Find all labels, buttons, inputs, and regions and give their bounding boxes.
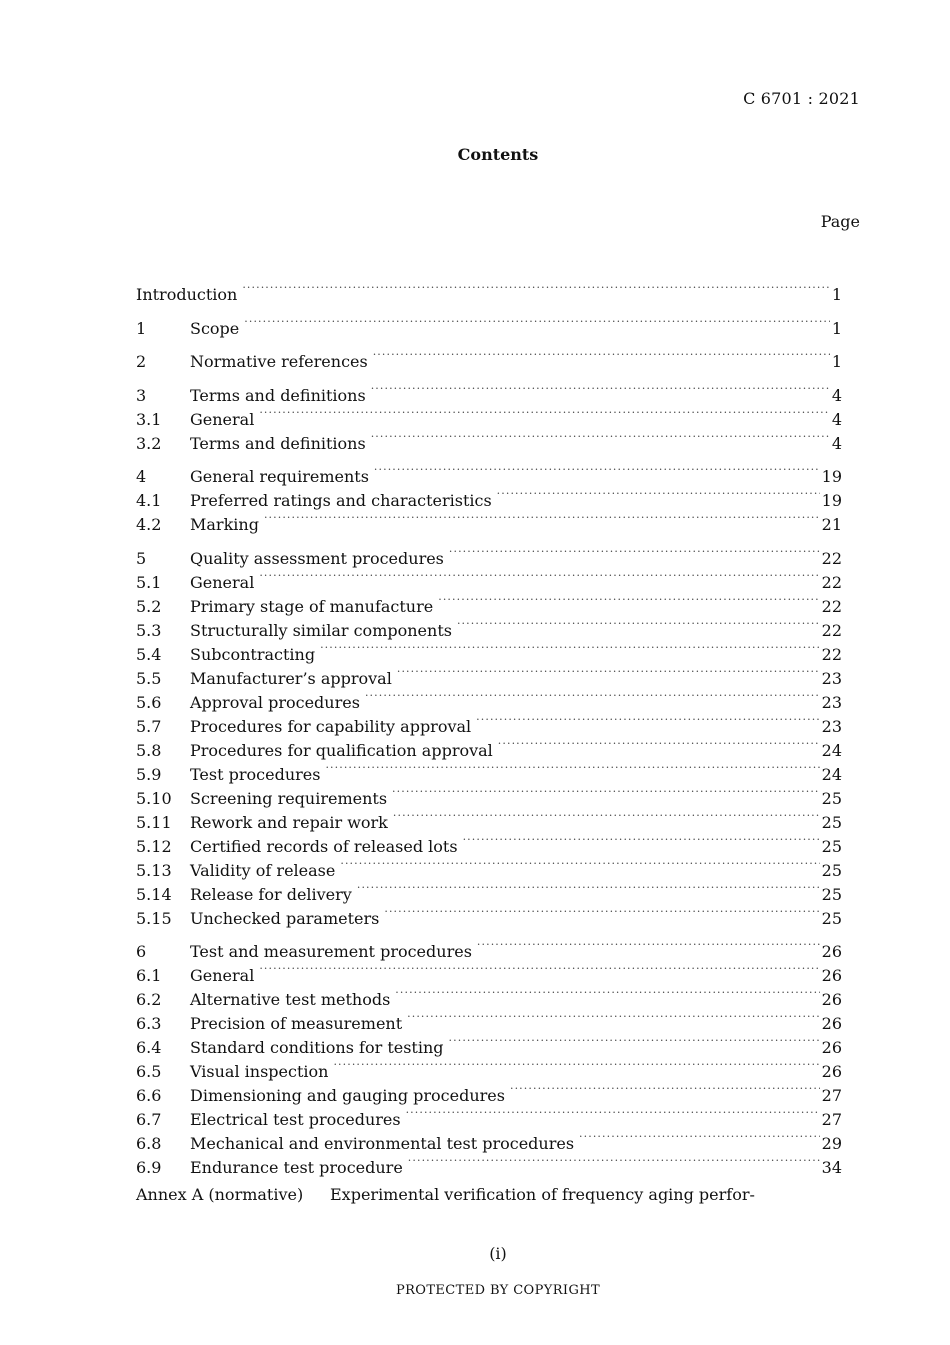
toc-entry-page: 26 bbox=[821, 990, 842, 1009]
toc-entry-number: 5.4 bbox=[136, 644, 162, 664]
toc-entry-number: 6.9 bbox=[136, 1158, 162, 1177]
toc-entry-title: Rework and repair work bbox=[190, 812, 388, 832]
toc-entry-page: 26 bbox=[821, 942, 842, 961]
toc-entry[interactable] bbox=[136, 540, 842, 568]
standard-number: C 6701 : 2021 bbox=[743, 89, 860, 108]
annex-entry[interactable] bbox=[136, 1183, 842, 1207]
dot-leader bbox=[449, 540, 820, 564]
toc-entry-title: Primary stage of manufacture bbox=[190, 596, 434, 616]
toc-entry-number: 6 bbox=[136, 942, 147, 961]
toc-entry-title: Approval procedures bbox=[190, 692, 360, 712]
toc-entry-page: 29 bbox=[821, 1134, 842, 1153]
dot-leader bbox=[498, 732, 820, 756]
toc-entry-page: 23 bbox=[821, 668, 842, 688]
toc-entry-number: 1 bbox=[136, 318, 147, 338]
toc-entry-page: 22 bbox=[821, 644, 842, 664]
toc-entry-page: 4 bbox=[831, 385, 842, 405]
toc-entry-title: Quality assessment procedures bbox=[190, 548, 444, 568]
toc-entry-title: General bbox=[190, 572, 255, 592]
dot-leader bbox=[259, 401, 829, 425]
toc-entry-page: 4 bbox=[831, 409, 842, 429]
dot-leader bbox=[340, 852, 819, 876]
toc-entry-title: Dimensioning and gauging procedures bbox=[190, 1086, 505, 1105]
toc-entry-page: 25 bbox=[821, 884, 842, 904]
toc-entry-title: Subcontracting bbox=[190, 644, 316, 664]
toc-entry-number: 5.12 bbox=[136, 836, 172, 856]
dot-leader bbox=[497, 482, 820, 506]
dot-leader bbox=[463, 828, 820, 852]
toc-entry-number: 3.1 bbox=[136, 409, 162, 429]
dot-leader bbox=[395, 981, 819, 1005]
toc-entry-page: 1 bbox=[831, 352, 842, 371]
toc-entry-title: Release for delivery bbox=[190, 884, 352, 904]
toc-entry-title: General requirements bbox=[190, 467, 369, 486]
dot-leader bbox=[365, 684, 820, 708]
toc-entry-page: 22 bbox=[821, 548, 842, 568]
toc-entry-title: Mechanical and environmental test procedures bbox=[190, 1134, 575, 1153]
toc-entry-page: 25 bbox=[821, 860, 842, 880]
toc-entry-title: General bbox=[190, 966, 255, 985]
toc-entry-page: 26 bbox=[821, 1038, 842, 1057]
dot-leader bbox=[393, 804, 820, 828]
toc-entry-title: General bbox=[190, 409, 255, 429]
toc-entry-page: 26 bbox=[821, 966, 842, 985]
toc-entry-title: Preferred ratings and characteristics bbox=[190, 491, 492, 510]
toc-entry-number: 6.5 bbox=[136, 1062, 162, 1081]
toc-entry-number: 5.3 bbox=[136, 620, 162, 640]
toc-entry-page: 19 bbox=[821, 491, 842, 510]
toc-entry[interactable] bbox=[136, 933, 842, 961]
toc-entry-number: 6.3 bbox=[136, 1014, 162, 1033]
toc-entry-title: Endurance test procedure bbox=[190, 1158, 403, 1177]
toc-entry-number: 3.2 bbox=[136, 433, 162, 453]
toc-entry-page: 19 bbox=[821, 467, 842, 486]
toc-entry-page: 23 bbox=[821, 716, 842, 736]
toc-entry-number: 5.6 bbox=[136, 692, 162, 712]
toc-entry-title: Normative references bbox=[190, 352, 368, 371]
toc-entry-page: 22 bbox=[821, 620, 842, 640]
toc-entry-title: Introduction bbox=[136, 285, 238, 304]
toc-entry-page: 25 bbox=[821, 836, 842, 856]
toc-entry-title: Precision of measurement bbox=[190, 1014, 403, 1033]
dot-leader bbox=[392, 780, 820, 804]
dot-leader bbox=[397, 660, 820, 684]
toc-entry-title: Procedures for qualification approval bbox=[190, 740, 493, 760]
toc-entry-page: 27 bbox=[821, 1086, 842, 1105]
dot-leader bbox=[408, 1149, 820, 1173]
toc-entry-page: 25 bbox=[821, 788, 842, 808]
annex-label: Annex A (normative) bbox=[136, 1184, 304, 1204]
toc-entry-title: Test and measurement procedures bbox=[190, 942, 472, 961]
dot-leader bbox=[357, 876, 820, 900]
dot-leader bbox=[477, 933, 820, 957]
toc-entry[interactable] bbox=[136, 458, 842, 486]
toc-entry-number: 6.4 bbox=[136, 1038, 162, 1057]
dot-leader bbox=[476, 708, 819, 732]
dot-leader bbox=[438, 588, 819, 612]
page-column-label: Page bbox=[820, 212, 860, 231]
toc-entry[interactable] bbox=[136, 310, 842, 338]
toc-entry-title: Unchecked parameters bbox=[190, 908, 380, 928]
toc-entry-number: 5.14 bbox=[136, 884, 172, 904]
toc-entry-page: 23 bbox=[821, 692, 842, 712]
toc-entry-title: Certified records of released lots bbox=[190, 836, 458, 856]
page-folio: (i) bbox=[489, 1244, 507, 1263]
toc-entry-number: 6.1 bbox=[136, 966, 162, 985]
toc-entry-title: Marking bbox=[190, 515, 259, 534]
toc-entry-number: 5.15 bbox=[136, 908, 172, 928]
toc-entry-page: 1 bbox=[831, 285, 842, 304]
toc-entry-number: 5.10 bbox=[136, 788, 172, 808]
dot-leader bbox=[264, 506, 820, 530]
toc-entry-page: 4 bbox=[831, 433, 842, 453]
toc-entry-title: Visual inspection bbox=[190, 1062, 329, 1081]
toc-entry-page: 25 bbox=[821, 908, 842, 928]
toc-entry-title: Manufacturer’s approval bbox=[190, 668, 392, 688]
dot-leader bbox=[242, 276, 829, 300]
toc-entry[interactable] bbox=[136, 343, 842, 371]
table-of-contents bbox=[136, 276, 842, 1207]
toc-entry-title: Screening requirements bbox=[190, 788, 388, 808]
toc-entry-number: 4.1 bbox=[136, 491, 162, 510]
dot-leader bbox=[449, 1029, 820, 1053]
copyright-notice: PROTECTED BY COPYRIGHT bbox=[395, 1283, 601, 1298]
dot-leader bbox=[325, 756, 819, 780]
dot-leader bbox=[384, 900, 819, 924]
toc-entry-title: Validity of release bbox=[190, 860, 336, 880]
toc-entry-page: 24 bbox=[821, 764, 842, 784]
annex-title: Experimental verification of frequency aging perfor- bbox=[330, 1184, 755, 1204]
toc-entry-number: 5.7 bbox=[136, 716, 162, 736]
toc-entry-title: Electrical test procedures bbox=[190, 1110, 401, 1129]
toc-entry-page: 27 bbox=[821, 1110, 842, 1129]
toc-entry-page: 22 bbox=[821, 572, 842, 592]
toc-entry-number: 5.8 bbox=[136, 740, 162, 760]
dot-leader bbox=[457, 612, 820, 636]
toc-entry-number: 3 bbox=[136, 385, 147, 405]
dot-leader bbox=[407, 1005, 820, 1029]
toc-entry-number: 5 bbox=[136, 548, 147, 568]
toc-entry-number: 5.11 bbox=[136, 812, 172, 832]
dot-leader bbox=[320, 636, 820, 660]
toc-entry-title: Test procedures bbox=[190, 764, 321, 784]
toc-entry-number: 6.7 bbox=[136, 1110, 162, 1129]
toc-entry-number: 5.9 bbox=[136, 764, 162, 784]
toc-entry[interactable] bbox=[136, 377, 842, 405]
dot-leader bbox=[373, 343, 830, 367]
dot-leader bbox=[371, 377, 830, 401]
toc-entry-number: 6.2 bbox=[136, 990, 162, 1009]
toc-entry-number: 4 bbox=[136, 467, 147, 486]
toc-entry-page: 22 bbox=[821, 596, 842, 616]
dot-leader bbox=[510, 1077, 820, 1101]
toc-entry-number: 5.5 bbox=[136, 668, 162, 688]
toc-entry-number: 5.13 bbox=[136, 860, 172, 880]
toc-entry[interactable] bbox=[136, 276, 842, 304]
toc-entry-title: Standard conditions for testing bbox=[190, 1038, 444, 1057]
toc-entry-page: 21 bbox=[821, 515, 842, 534]
dot-leader bbox=[371, 425, 830, 449]
page-title: Contents bbox=[457, 145, 539, 164]
toc-entry-page: 26 bbox=[821, 1062, 842, 1081]
toc-entry-title: Procedures for capability approval bbox=[190, 716, 472, 736]
toc-entry-number: 6.8 bbox=[136, 1134, 162, 1153]
toc-entry-page: 25 bbox=[821, 812, 842, 832]
dot-leader bbox=[244, 310, 830, 334]
toc-entry-title: Structurally similar components bbox=[190, 620, 452, 640]
toc-entry-title: Terms and definitions bbox=[190, 385, 366, 405]
toc-entry-page: 34 bbox=[821, 1158, 842, 1177]
dot-leader bbox=[406, 1101, 820, 1125]
toc-entry-number: 6.6 bbox=[136, 1086, 162, 1105]
dot-leader bbox=[259, 564, 819, 588]
toc-entry-number: 5.2 bbox=[136, 596, 162, 616]
dot-leader bbox=[374, 458, 820, 482]
toc-entry-number: 2 bbox=[136, 352, 147, 371]
toc-entry-title: Terms and definitions bbox=[190, 433, 366, 453]
toc-entry-page: 1 bbox=[831, 318, 842, 338]
dot-leader bbox=[259, 957, 819, 981]
dot-leader bbox=[579, 1125, 820, 1149]
toc-entry-page: 26 bbox=[821, 1014, 842, 1033]
toc-entry-number: 5.1 bbox=[136, 572, 162, 592]
dot-leader bbox=[333, 1053, 819, 1077]
toc-entry-page: 24 bbox=[821, 740, 842, 760]
toc-entry-title: Alternative test methods bbox=[190, 990, 391, 1009]
toc-entry-number: 4.2 bbox=[136, 515, 162, 534]
toc-entry-title: Scope bbox=[190, 318, 240, 338]
